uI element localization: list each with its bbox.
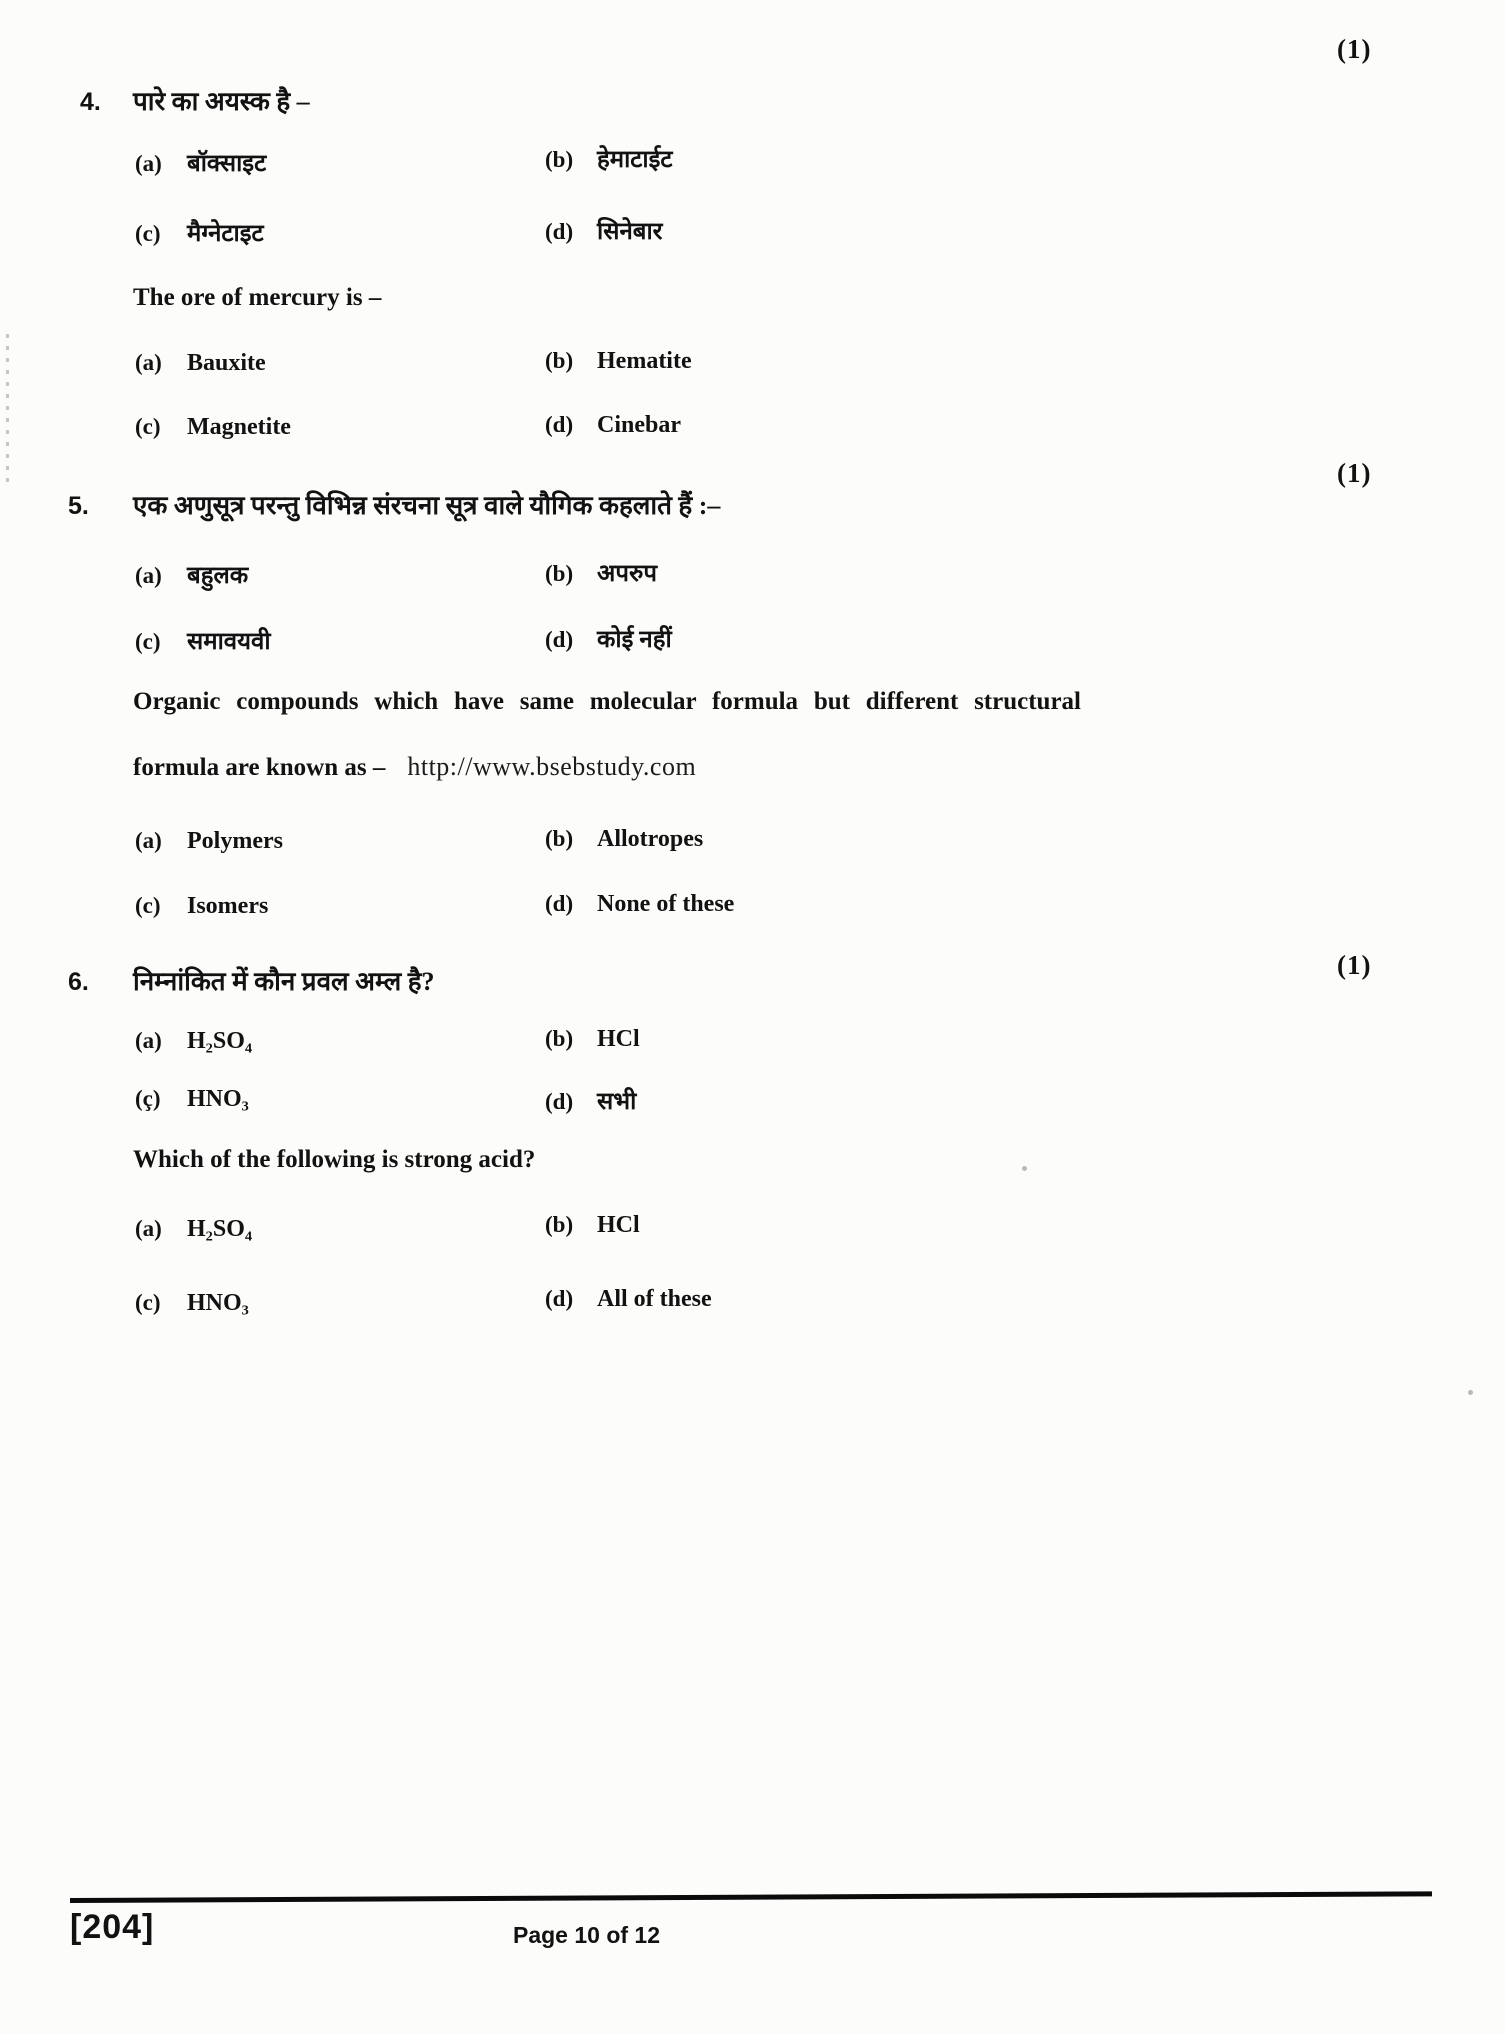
question-5-text-hindi: एक अणुसूत्र परन्तु विभिन्न संरचना सूत्र वाले यौगिक कहलाते हैं :– [133,491,721,520]
option-label: (b) [545,1026,574,1051]
option-text: हेमाटाईट [597,147,673,173]
q6-option-b-english [545,1212,640,1239]
option-text: Isomers [187,893,269,919]
option-label: (d) [545,627,574,652]
option-text: Cinebar [597,412,681,438]
option-text: Hematite [597,348,692,374]
option-label: (b) [545,1212,574,1237]
question-6-text-hindi: निम्नांकित में कौन प्रवल अम्ल है? [133,967,435,996]
q6-option-c-hindi [135,1086,249,1113]
q6-option-d-hindi [545,1084,636,1117]
scan-speck [1468,1390,1473,1395]
option-label: (d) [545,891,574,916]
booklet-code: [204] [70,1908,155,1946]
option-label: (b) [545,147,574,172]
option-text: All of these [597,1286,712,1312]
q5-option-b-hindi [545,556,657,589]
option-label: (c) [135,1290,161,1315]
option-text: कोई नहीं [597,627,672,653]
question-5-text-english-line2 [133,752,696,782]
q6-option-a-hindi [135,1028,252,1055]
option-text: None of these [597,891,735,917]
option-label: (d) [545,219,574,244]
option-text: समावयवी [187,629,271,655]
option-label: (c) [135,893,161,918]
option-label: (d) [545,412,574,437]
q5-marks-badge: (1) [1337,458,1372,488]
option-label: (d) [545,1286,574,1311]
option-text: HNO₃ [187,1290,249,1316]
q6-option-b-hindi [545,1026,640,1053]
option-label: (c) [135,221,161,246]
option-label: (a) [135,828,162,853]
question-5-text-english-line1: Organic compounds which have same molecular formula but different structural [133,688,1081,715]
footer-rule [70,1891,1432,1903]
option-text: Polymers [187,828,283,854]
option-text: बहुलक [187,563,249,589]
option-label: (b) [545,561,574,586]
option-label: (d) [545,1089,574,1114]
option-text: सिनेबार [597,219,663,245]
option-text: H₂SO₄ [187,1028,253,1054]
option-label: (a) [135,1216,162,1241]
question-5-number: 5. [68,492,89,520]
q6-option-a-english [135,1216,252,1243]
scan-artifact-dots [6,334,9,484]
option-text: अपरुप [597,561,657,587]
option-label: (c) [135,629,161,654]
option-text: Bauxite [187,350,266,376]
q5-option-d-english [545,891,734,918]
scan-speck [1022,1166,1027,1171]
option-text: HNO₃ [187,1086,249,1112]
question-4-number: 4. [80,88,101,116]
q4-option-c-hindi [135,216,264,249]
q5-option-c-english [135,893,268,920]
option-label: (a) [135,151,162,176]
q4-option-d-hindi [545,214,663,247]
q4-option-c-english [135,414,291,441]
option-text: मैग्नेटाइट [187,221,264,247]
q4-marks-badge: (1) [1337,34,1372,64]
option-label: (a) [135,350,162,375]
question-4-text-hindi: पारे का अयस्क है – [133,87,310,116]
option-text: सभी [597,1089,637,1115]
question-4-text-english: The ore of mercury is – [133,284,382,311]
option-label: (a) [135,563,162,588]
option-label: (a) [135,1028,162,1053]
option-label: (ç) [135,1086,161,1111]
watermark-url: http://www.bsebstudy.com [407,752,697,781]
q4-option-b-hindi [545,142,673,175]
page-number: Page 10 of 12 [513,1922,661,1948]
q4-option-a-english [135,350,266,377]
option-text: Magnetite [187,414,291,440]
q5-option-c-hindi [135,624,271,657]
question-6-number: 6. [68,968,89,996]
q6-option-c-english [135,1290,249,1317]
question-6-text-english: Which of the following is strong acid? [133,1146,536,1173]
option-label: (b) [545,826,574,851]
option-text: Allotropes [597,826,704,852]
q6-option-d-english [545,1286,712,1313]
q5-option-a-hindi [135,558,248,591]
q6-marks-badge: (1) [1337,950,1372,980]
option-text: HCl [597,1026,640,1052]
option-text: बॉक्साइट [187,151,267,177]
q5-option-b-english [545,826,703,853]
q4-option-b-english [545,348,692,375]
q5-option-d-hindi [545,622,672,655]
option-label: (b) [545,348,574,373]
option-text: H₂SO₄ [187,1216,253,1242]
q4-option-d-english [545,412,681,439]
q4-option-a-hindi [135,146,266,179]
q5-option-a-english [135,828,283,855]
option-label: (c) [135,414,161,439]
question-5-text-english-continuation: formula are known as – [133,754,386,781]
option-text: HCl [597,1212,640,1238]
